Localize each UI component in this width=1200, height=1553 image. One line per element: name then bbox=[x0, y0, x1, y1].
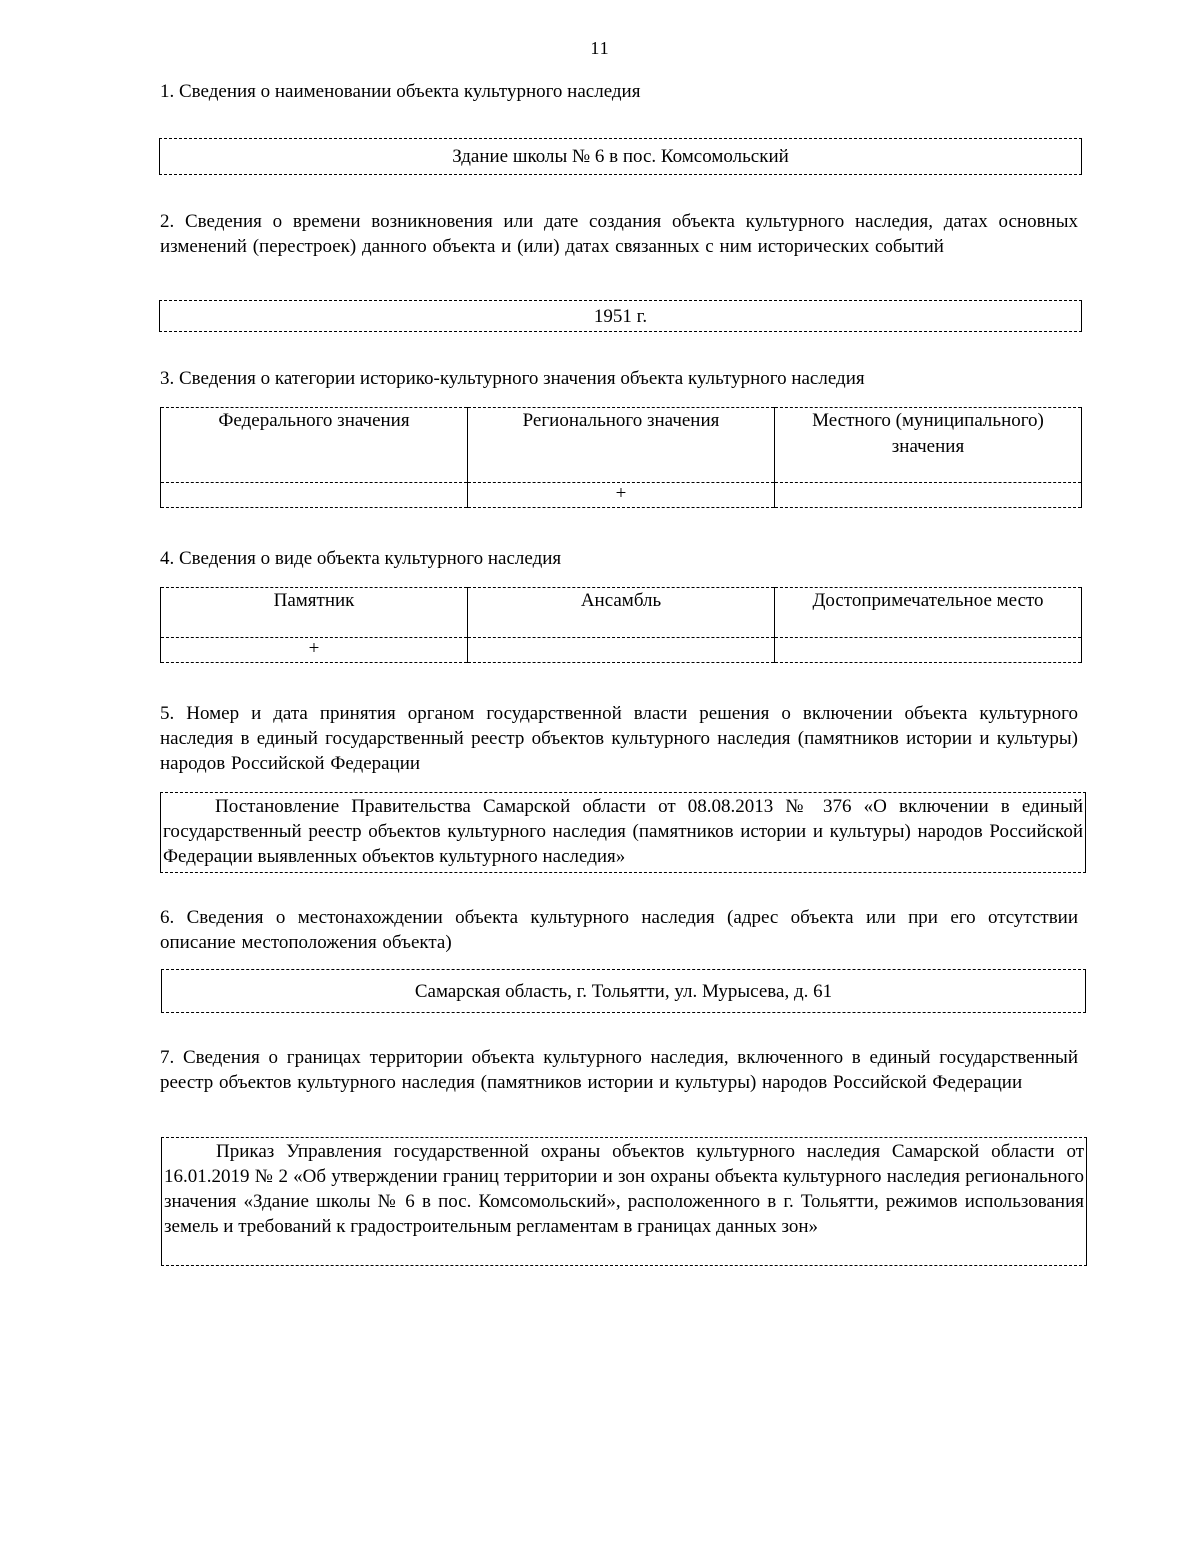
section-6-value-box bbox=[161, 969, 1086, 1013]
creation-date-value: 1951 г. bbox=[593, 305, 648, 327]
section-2-heading: 2. Сведения о времени возникновения или дате создания объекта культурного наследия, датах основных изменений (перестроек) данного объекта и (или) датах связанных с ним исторических событий bbox=[160, 211, 1078, 257]
table-header-row bbox=[161, 408, 1082, 483]
table-header-row bbox=[161, 588, 1082, 638]
mark-local bbox=[775, 483, 1082, 508]
significance-category-table bbox=[160, 407, 1082, 508]
column-local: Местного (муниципального) значения bbox=[775, 408, 1082, 483]
column-regional: Регионального значения bbox=[468, 408, 775, 483]
mark-ensemble bbox=[468, 638, 775, 663]
territory-boundaries-value: Приказ Управления государственной охраны объектов культурного наследия Самарской области от 16.01.2019 № 2 «Об утверждении границ территории и зон охраны объекта культурного наследия регионального значения «Здание школы № 6 в пос. Комсомольский», расположенного в г. Тольятти, режимов использования земель и требований к градостроительным регламентам в границах данных зон» bbox=[164, 1141, 1084, 1237]
column-landmark: Достопримечательное место bbox=[775, 588, 1082, 638]
section-1-heading: 1. Сведения о наименовании объекта культурного наследия bbox=[160, 81, 641, 102]
mark-regional: + bbox=[468, 483, 775, 508]
section-6-heading: 6. Сведения о местонахождении объекта культурного наследия (адрес объекта или при его отсутствии описание местоположения объекта) bbox=[160, 907, 1078, 953]
section-7-value-box bbox=[161, 1137, 1087, 1266]
mark-landmark bbox=[775, 638, 1082, 663]
section-2-value-box bbox=[159, 300, 1082, 332]
object-type-table bbox=[160, 587, 1082, 663]
mark-federal bbox=[161, 483, 468, 508]
column-ensemble: Ансамбль bbox=[468, 588, 775, 638]
mark-monument: + bbox=[161, 638, 468, 663]
section-3-heading: 3. Сведения о категории историко-культурного значения объекта культурного наследия bbox=[160, 368, 865, 389]
section-5-heading: 5. Номер и дата принятия органом государственной власти решения о включении объекта культурного наследия в единый государственный реестр объектов культурного наследия (памятников истории и культуры) народов Российской Федерации bbox=[160, 703, 1078, 774]
section-4-heading: 4. Сведения о виде объекта культурного наследия bbox=[160, 548, 562, 569]
section-5-value-box bbox=[160, 792, 1086, 873]
column-monument: Памятник bbox=[161, 588, 468, 638]
column-federal: Федерального значения bbox=[161, 408, 468, 483]
table-mark-row bbox=[161, 638, 1082, 663]
section-7-heading: 7. Сведения о границах территории объекта культурного наследия, включенного в единый государственный реестр объектов культурного наследия (памятников истории и культуры) народов Российской Федерации bbox=[160, 1047, 1078, 1093]
section-1-value-box bbox=[159, 138, 1082, 175]
table-mark-row bbox=[161, 483, 1082, 508]
registry-decision-value: Постановление Правительства Самарской области от 08.08.2013 № 376 «О включении в единый государственный реестр объектов культурного наследия (памятников истории и культуры) народов Российской Федерации выявленных объектов культурного наследия» bbox=[163, 796, 1083, 867]
page-number: 11 bbox=[590, 38, 610, 58]
object-name-value: Здание школы № 6 в пос. Комсомольский bbox=[452, 146, 789, 167]
address-value: Самарская область, г. Тольятти, ул. Мурысева, д. 61 bbox=[414, 980, 833, 1002]
